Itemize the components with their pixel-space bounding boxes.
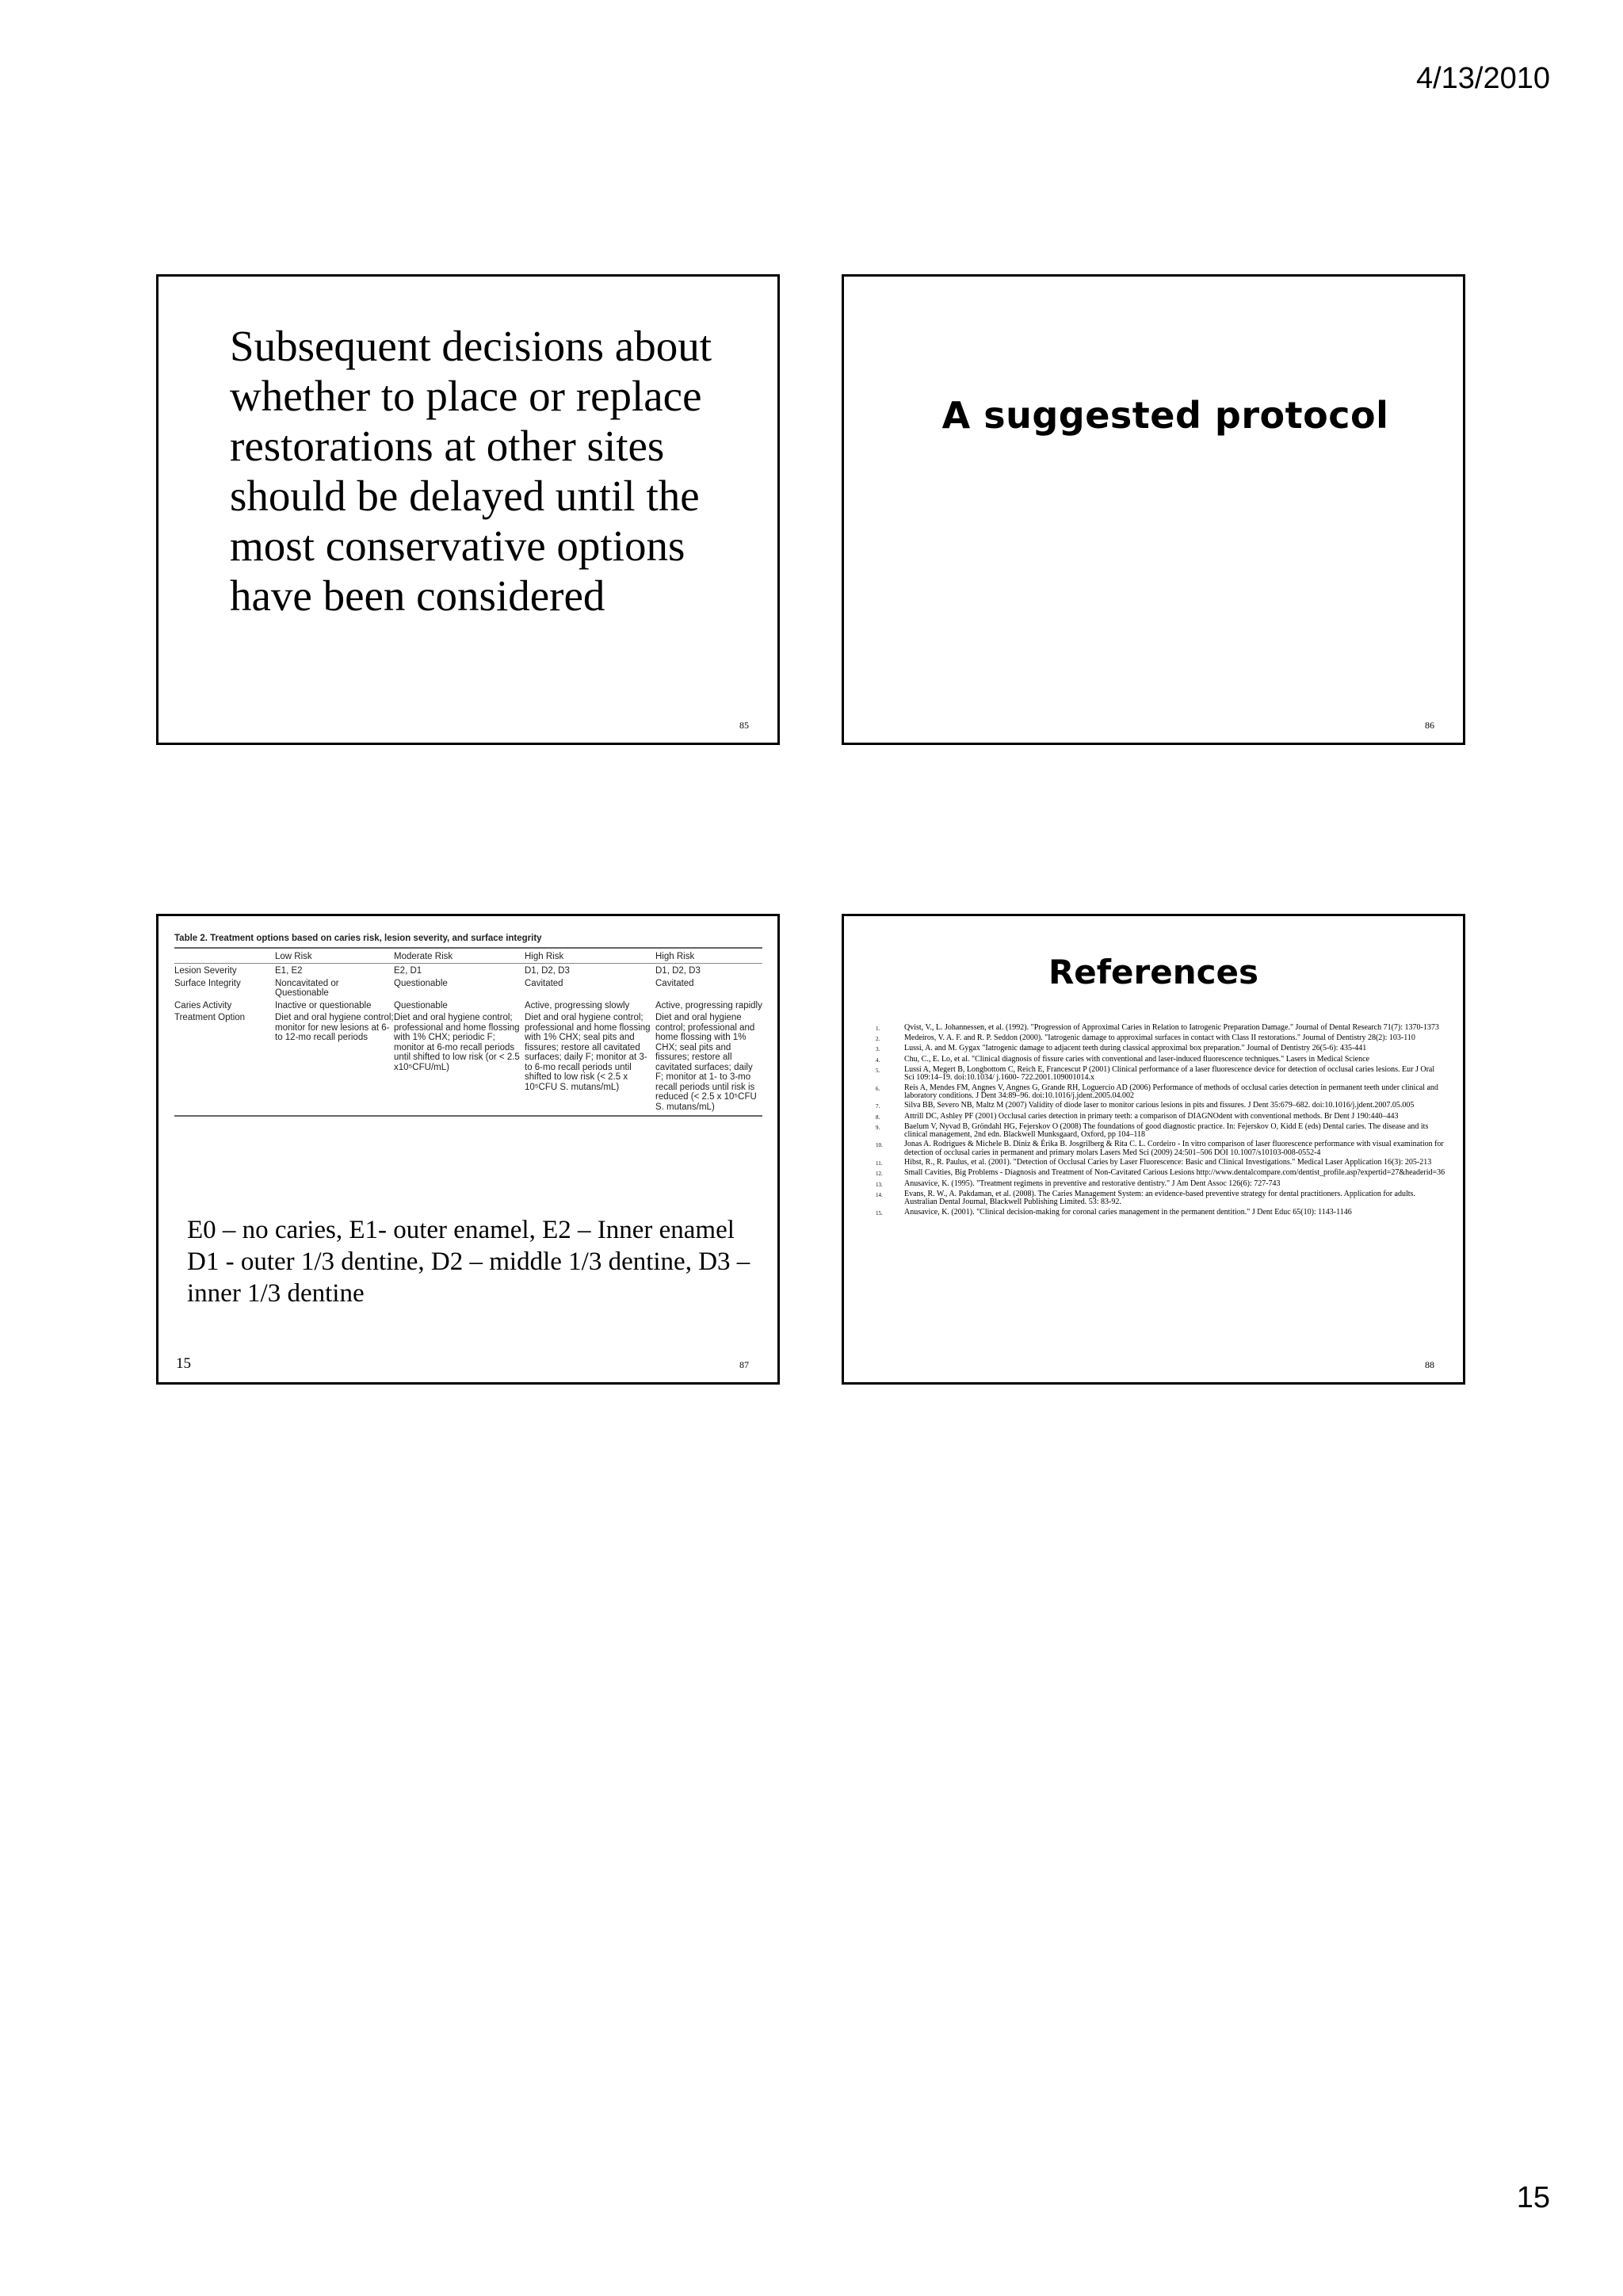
slide-88 [842, 914, 1465, 1385]
reference-text: Hibst, R., R. Paulus, et al. (2001). "Detection of Occlusal Caries by Laser Fluorescence: Basic and Clinical Investigations." Medical Laser Application 16(3): 205-213 [904, 1158, 1432, 1167]
reference-number: 9. [876, 1124, 880, 1131]
reference-number: 13. [876, 1181, 883, 1188]
reference-number: 10. [876, 1142, 883, 1149]
reference-number: 4. [876, 1056, 880, 1064]
reference-text: Anusavice, K. (1995). "Treatment regimens in preventive and restorative dentistry." J Am Dent Assoc 126(6): 727-743 [904, 1179, 1281, 1188]
table-header-cell: Moderate Risk [394, 949, 525, 965]
reference-item [876, 1209, 1446, 1218]
reference-text: Jonas A. Rodrigues & Michele B. Diniz & Érika B. Josgrilberg & Rita C. L. Cordeiro - In vitro comparison of laser fluorescence performance with visual examination for detection of occlusal caries in permanent and primary molars Lasers Med Sci (2009) 24:501–506 DOI 10.1007/s10103-008-0552-4 [904, 1140, 1444, 1158]
reference-number: 7. [876, 1103, 880, 1110]
table-title: Table 2. Treatment options based on caries risk, lesion severity, and surface integrity [174, 934, 762, 949]
table-cell: Active, progressing slowly [525, 1000, 630, 1010]
reference-item [876, 1066, 1446, 1083]
references-list [876, 1024, 1446, 1219]
legend-line-enamel: E0 – no caries, E1- outer enamel, E2 – Inner enamel [187, 1216, 735, 1244]
table-row-label: Treatment Option [174, 1013, 246, 1022]
table-cell: Diet and oral hygiene control; monitor for new lesions at 6- to 12-mo recall periods [275, 1013, 394, 1042]
reference-text: Lussi, A. and M. Gygax "Iatrogenic damage to adjacent teeth during classical approximal box preparation." Journal of Dentistry 26(5-6): 435-441 [904, 1044, 1367, 1053]
slide-title: A suggested protocol [941, 394, 1389, 437]
slide-number: 88 [1425, 1359, 1434, 1370]
reference-item [876, 1169, 1446, 1179]
reference-text: Chu, C., E. Lo, et al. "Clinical diagnosis of fissure caries with conventional and laser-induced fluorescence techniques." Lasers in Medical Science [904, 1054, 1369, 1064]
table-row-label: Lesion Severity [174, 966, 237, 976]
table-header-cell: High Risk [655, 949, 762, 965]
table-cell: Active, progressing rapidly [655, 1000, 762, 1010]
table-cell: E1, E2 [275, 966, 303, 976]
table-cell: Diet and oral hygiene control; professional and home flossing with 1% CHX; periodic F; monitor at 6-mo recall periods until shifted to low risk (or < 2.5 x10⁵CFU/mL) [394, 1013, 520, 1072]
reference-text: Evans, R. W., A. Pakdaman, et al. (2008). The Caries Management System: an evidence-based preventive strategy for dental practitioners. Application for adults. Australian Dental Journal, Blackwell Publishing Limited. 53: 83-92. [904, 1189, 1415, 1207]
reference-item [876, 1123, 1446, 1140]
reference-number: 11. [876, 1160, 883, 1167]
handout-date: 4/13/2010 [1415, 62, 1550, 95]
lesion-legend [187, 1214, 758, 1309]
table-row-label: Caries Activity [174, 1000, 232, 1010]
treatment-options-table [174, 934, 762, 1117]
reference-item [876, 1113, 1446, 1122]
slide-87 [156, 914, 780, 1385]
table-cell: Questionable [394, 978, 448, 988]
reference-item [876, 1180, 1446, 1190]
table-cell: Diet and oral hygiene control; professional and home flossing with 1% CHX; seal pits and fissures; restore all cavitated surfaces; daily F; monitor at 3- to 6-mo recall periods until shifted to low risk (< 2.5 x 10⁵CFU S. mutans/mL) [525, 1013, 651, 1092]
legend-line-dentine: D1 - outer 1/3 dentine, D2 – middle 1/3 dentine, D3 – inner 1/3 dentine [187, 1247, 750, 1308]
table-cell: Cavitated [525, 978, 563, 988]
reference-item [876, 1034, 1446, 1044]
table-cell: D1, D2, D3 [655, 966, 701, 976]
reference-number: 8. [876, 1114, 880, 1121]
reference-item [876, 1045, 1446, 1054]
reference-item [876, 1140, 1446, 1157]
slide-86 [842, 274, 1465, 745]
slide-number: 86 [1425, 720, 1434, 731]
reference-item [876, 1024, 1446, 1033]
reference-item [876, 1056, 1446, 1065]
slide-number: 85 [739, 720, 749, 731]
table-cell: Diet and oral hygiene control; professional and home flossing with 1% CHX; seal pits and fissures; restore all cavitated surfaces; daily F; monitor at 1- to 3-mo recall periods until risk is reduced (< 2.5 x 10⁵CFU S. mutans/mL) [655, 1013, 757, 1112]
reference-number: 14. [876, 1191, 883, 1198]
slide-number: 87 [739, 1359, 749, 1370]
reference-item [876, 1159, 1446, 1168]
reference-item [876, 1190, 1446, 1207]
reference-text: Qvist, V., L. Johannessen, et al. (1992). "Progression of Approximal Caries in Relation to Iatrogenic Preparation Damage." Journal of Dental Research 71(7): 1370-1373 [904, 1023, 1439, 1032]
table-header-cell: Low Risk [275, 949, 394, 965]
reference-number: 6. [876, 1085, 880, 1092]
slide-85 [156, 274, 780, 745]
reference-item [876, 1102, 1446, 1111]
reference-text: Anusavice, K. (2001). "Clinical decision-making for coronal caries management in the permanent dentition." J Dent Educ 65(10): 1143-1146 [904, 1207, 1352, 1217]
table-row-label: Surface Integrity [174, 978, 241, 988]
reference-text: Silva BB, Severo NB, Maltz M (2007) Validity of diode laser to monitor carious lesions in pits and fissures. J Dent 35:679–682. doi:10.1016/j.jdent.2007.05.005 [904, 1101, 1415, 1110]
reference-item [876, 1084, 1446, 1101]
table-cell: Noncavitated or Questionable [275, 978, 339, 998]
table-cell: Cavitated [655, 978, 694, 988]
table-header-cell: High Risk [525, 949, 655, 965]
slide-body-text: Subsequent decisions about whether to place or replace restorations at other sites should be delayed until the most conservative options have been considered [230, 322, 712, 620]
reference-text: Lussi A, Megert B, Longbottom C, Reich E, Francescut P (2001) Clinical performance of a laser fluorescence device for detection of occlusal caries lesions. Eur J Oral Sci 109:14–19. doi:10.1034/ j.1600- 722.2001.109001014.x [904, 1064, 1435, 1083]
slide-title: References [1048, 953, 1259, 991]
reference-number: 12. [876, 1171, 883, 1178]
reference-text: Attrill DC, Ashley PF (2001) Occlusal caries detection in primary teeth: a comparison of DIAGNOdent with conventional methods. Br Dent J 190:440–443 [904, 1111, 1399, 1121]
table-bottom-rule [174, 1115, 762, 1117]
reference-number: 3. [876, 1046, 880, 1053]
page-number: 15 [1516, 2181, 1550, 2214]
reference-text: Reis A, Mendes FM, Angnes V, Angnes G, Grande RH, Loguercio AD (2006) Performance of methods of occlusal caries detection in permanent teeth under clinical and laboratory conditions. J Dent 34:89–96. doi:10.1016/j.jdent.2005.04.002 [904, 1083, 1438, 1101]
reference-number: 5. [876, 1067, 880, 1074]
table-grid [174, 949, 762, 1113]
table-header-cell [174, 949, 275, 965]
table-cell: E2, D1 [394, 966, 422, 976]
reference-text: Medeiros, V. A. F. and R. P. Seddon (2000). "Iatrogenic damage to approximal surfaces in contact with Class II restorations." Journal of Dentistry 28(2): 103-110 [904, 1033, 1415, 1043]
slide-footer-page: 15 [176, 1355, 191, 1372]
reference-text: Baelum V, Nyvad B, Gröndahl HG, Fejerskov O (2008) The foundations of good diagnostic practice. In: Fejerskov O, Kidd E (eds) Dental caries. The disease and its clinical management, 2nd edn. Blackwell Munksgaard, Oxford, pp 104–118 [904, 1121, 1429, 1140]
table-cell: Questionable [394, 1000, 448, 1010]
reference-number: 1. [876, 1026, 880, 1032]
reference-number: 2. [876, 1036, 880, 1043]
reference-number: 15. [876, 1209, 883, 1217]
table-cell: Inactive or questionable [275, 1000, 372, 1010]
table-cell: D1, D2, D3 [525, 966, 570, 976]
reference-text: Small Cavities, Big Problems - Diagnosis and Treatment of Non-Cavitated Carious Lesions http://www.dentalcompare.com/dentist_profile.asp?expertid=27&headerid=36 [904, 1168, 1445, 1178]
